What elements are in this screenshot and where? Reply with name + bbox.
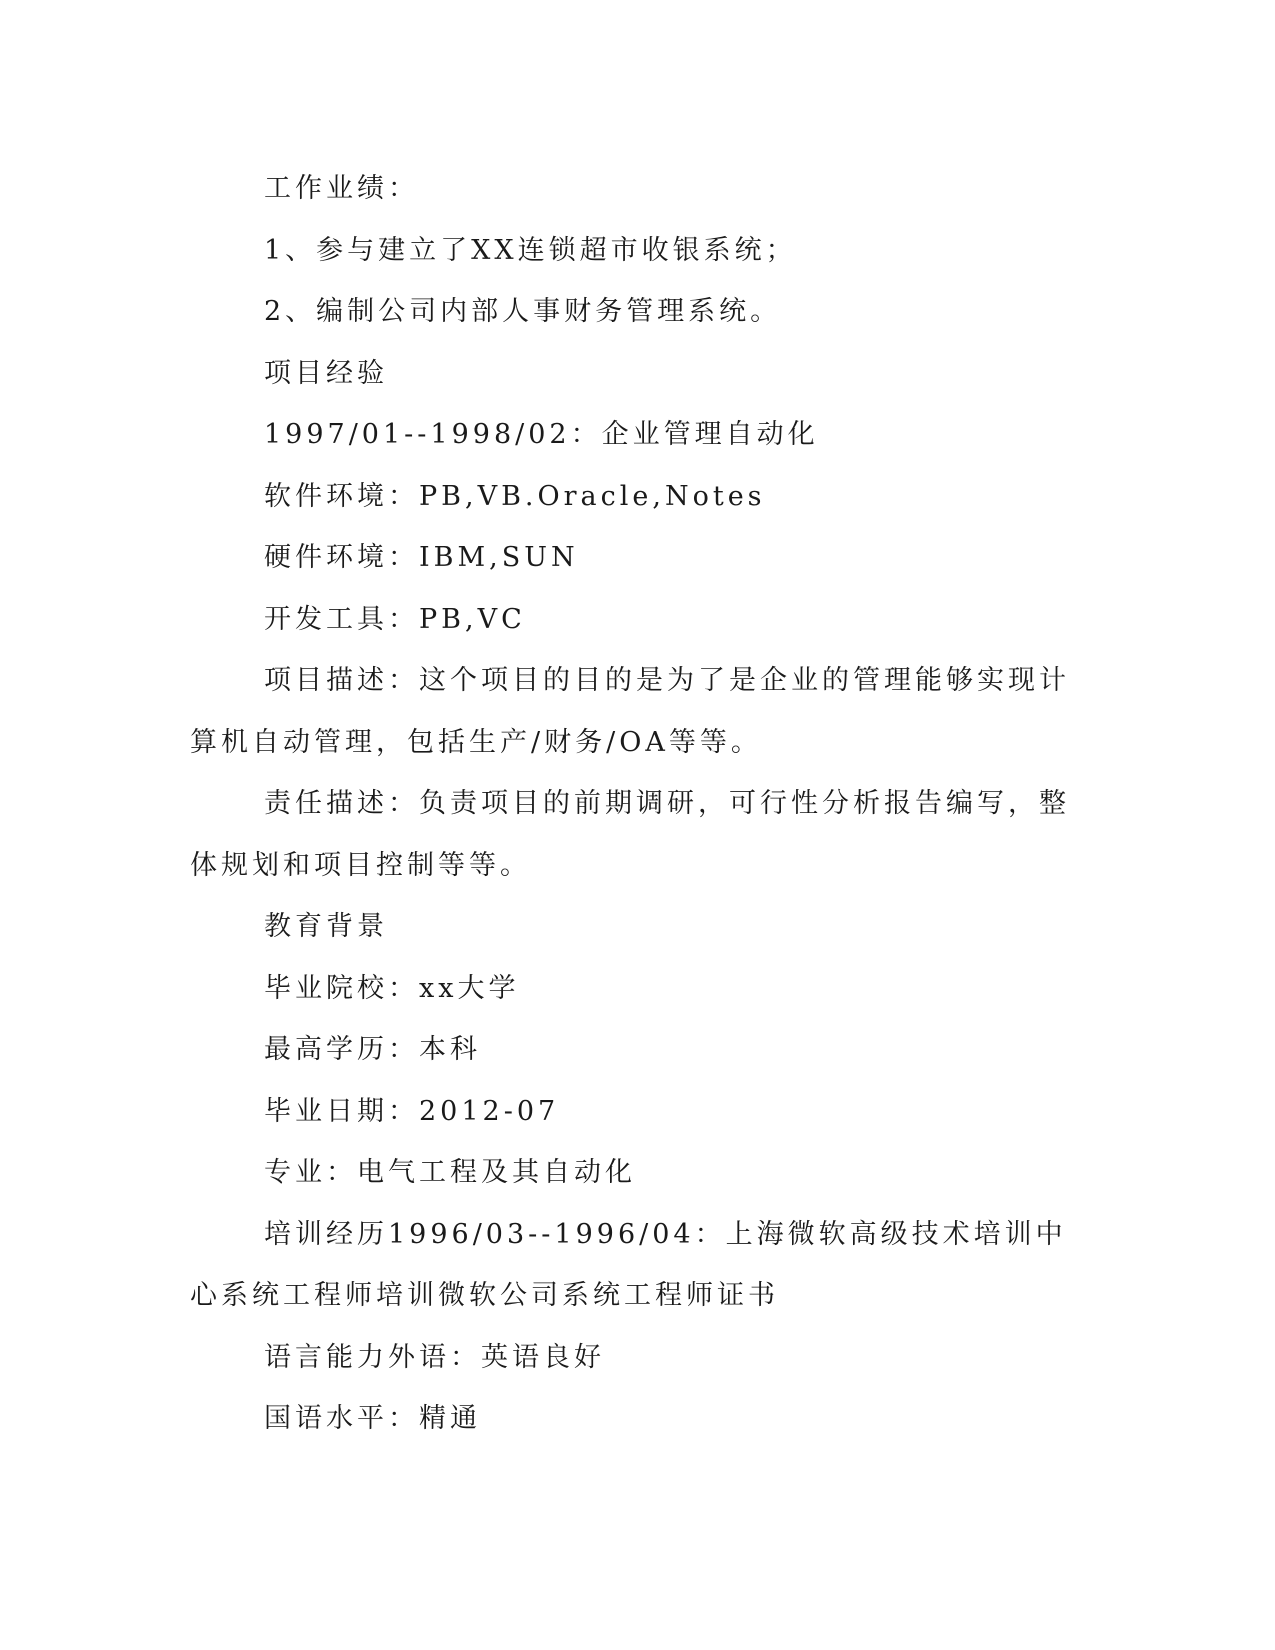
project-description: 项目描述：这个项目的目的是为了是企业的管理能够实现计算机自动管理，包括生产/财务/OA等等。	[190, 665, 1070, 758]
highest-degree: 最高学历：本科	[264, 1034, 481, 1065]
graduation-school: 毕业院校：xx大学	[264, 972, 520, 1004]
achievement-item-2: 2、编制公司内部人事财务管理系统。	[264, 296, 782, 327]
training-experience: 培训经历1996/03--1996/04：上海微软高级技术培训中心系统工程师培训微软公司系统工程师证书	[190, 1218, 1067, 1311]
development-tools: 开发工具：PB,VC	[264, 603, 526, 635]
software-environment: 软件环境：PB,VB.Oracle,Notes	[264, 480, 766, 512]
section-heading-work-achievements: 工作业绩：	[264, 173, 419, 204]
section-heading-project-experience: 项目经验	[264, 357, 388, 389]
language-foreign: 语言能力外语：英语良好	[264, 1341, 605, 1373]
document-body	[190, 158, 1075, 1450]
language-mandarin: 国语水平：精通	[264, 1403, 481, 1434]
responsibility-description: 责任描述：负责项目的前期调研，可行性分析报告编写，整体规划和项目控制等等。	[190, 788, 1070, 881]
project-period: 1997/01--1998/02：企业管理自动化	[264, 419, 819, 450]
major: 专业：电气工程及其自动化	[264, 1157, 636, 1188]
graduation-date: 毕业日期：2012-07	[264, 1095, 560, 1127]
achievement-item-1: 1、参与建立了XX连锁超市收银系统；	[264, 234, 797, 266]
section-heading-education: 教育背景	[264, 911, 388, 942]
hardware-environment: 硬件环境：IBM,SUN	[264, 542, 579, 573]
